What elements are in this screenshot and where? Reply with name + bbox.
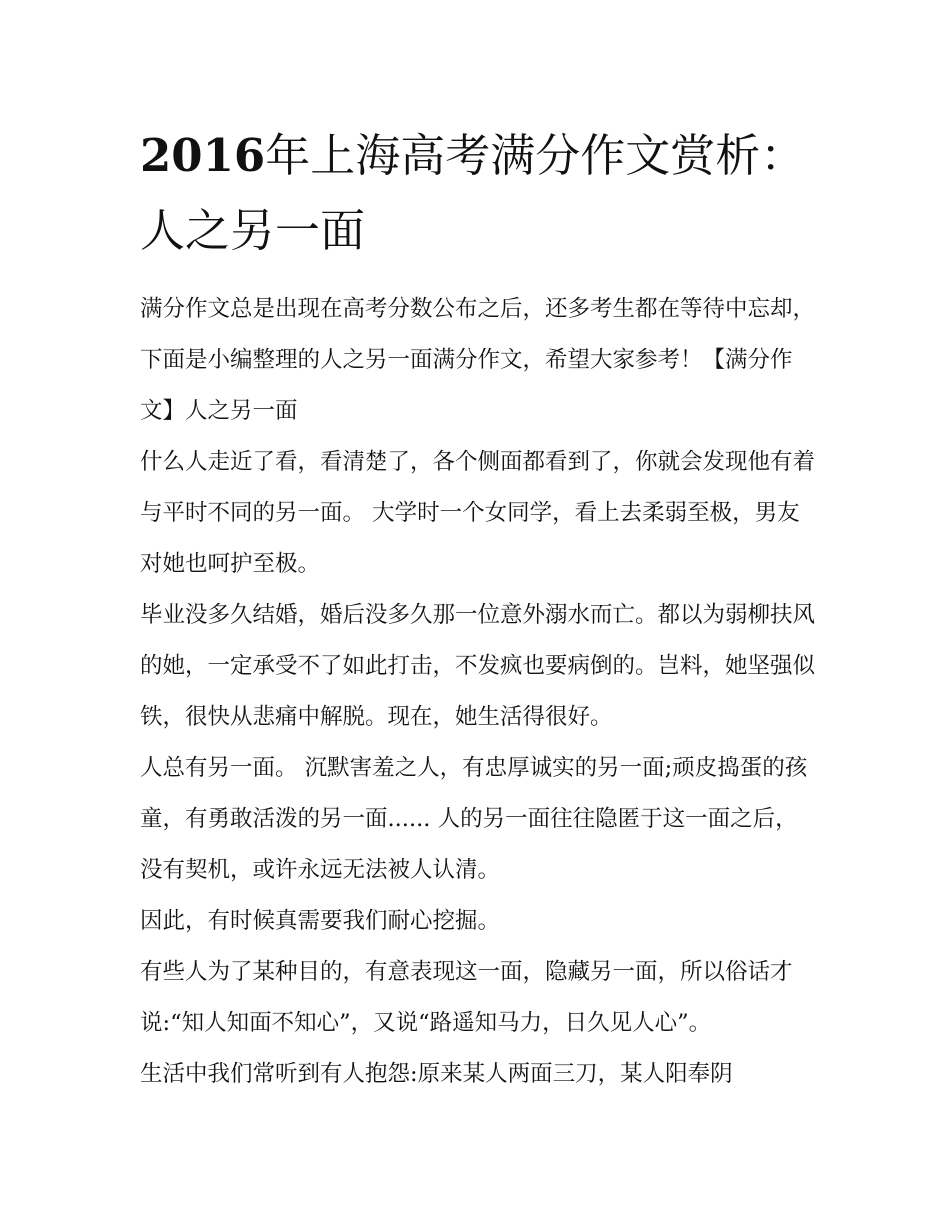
paragraph-5: 因此，有时候真需要我们耐心挖掘。 bbox=[140, 908, 501, 934]
paragraph-7: 生活中我们常听到有人抱怨:原来某人两面三刀，某人阳奉阴 bbox=[140, 1061, 733, 1087]
title-year: 2016 bbox=[140, 129, 266, 182]
document-content bbox=[140, 118, 820, 1100]
document-title bbox=[140, 118, 820, 268]
paragraph-intro: 满分作文总是出现在高考分数公布之后，还多考生都在等待中忘却，下面是小编整理的人之另一面满分作文，希望大家参考！【满分作文】人之另一面 bbox=[140, 296, 816, 424]
paragraph-3: 毕业没多久结婚，婚后没多久那一位意外溺水而亡。都以为弱柳扶风的她，一定承受不了如此打击，不发疯也要病倒的。岂料，她坚强似铁，很快从悲痛中解脱。现在，她生活得很好。 bbox=[140, 602, 816, 730]
paragraph-4: 人总有另一面。 沉默害羞之人，有忠厚诚实的另一面;顽皮捣蛋的孩童，有勇敢活泼的另一面...... 人的另一面往往隐匿于这一面之后，没有契机，或许永远无法被人认清。 bbox=[140, 755, 808, 883]
paragraph-2: 什么人走近了看，看清楚了，各个侧面都看到了，你就会发现他有着与平时不同的另一面。 大学时一个女同学，看上去柔弱至极，男友对她也呵护至极。 bbox=[140, 449, 816, 577]
paragraph-6: 有些人为了某种目的，有意表现这一面，隐藏另一面，所以俗话才说:“知人知面不知心”，又说“路遥知马力，日久见人心”。 bbox=[140, 959, 793, 1036]
title-text: 年上海高考满分作文赏析：人之另一面 bbox=[140, 129, 806, 257]
